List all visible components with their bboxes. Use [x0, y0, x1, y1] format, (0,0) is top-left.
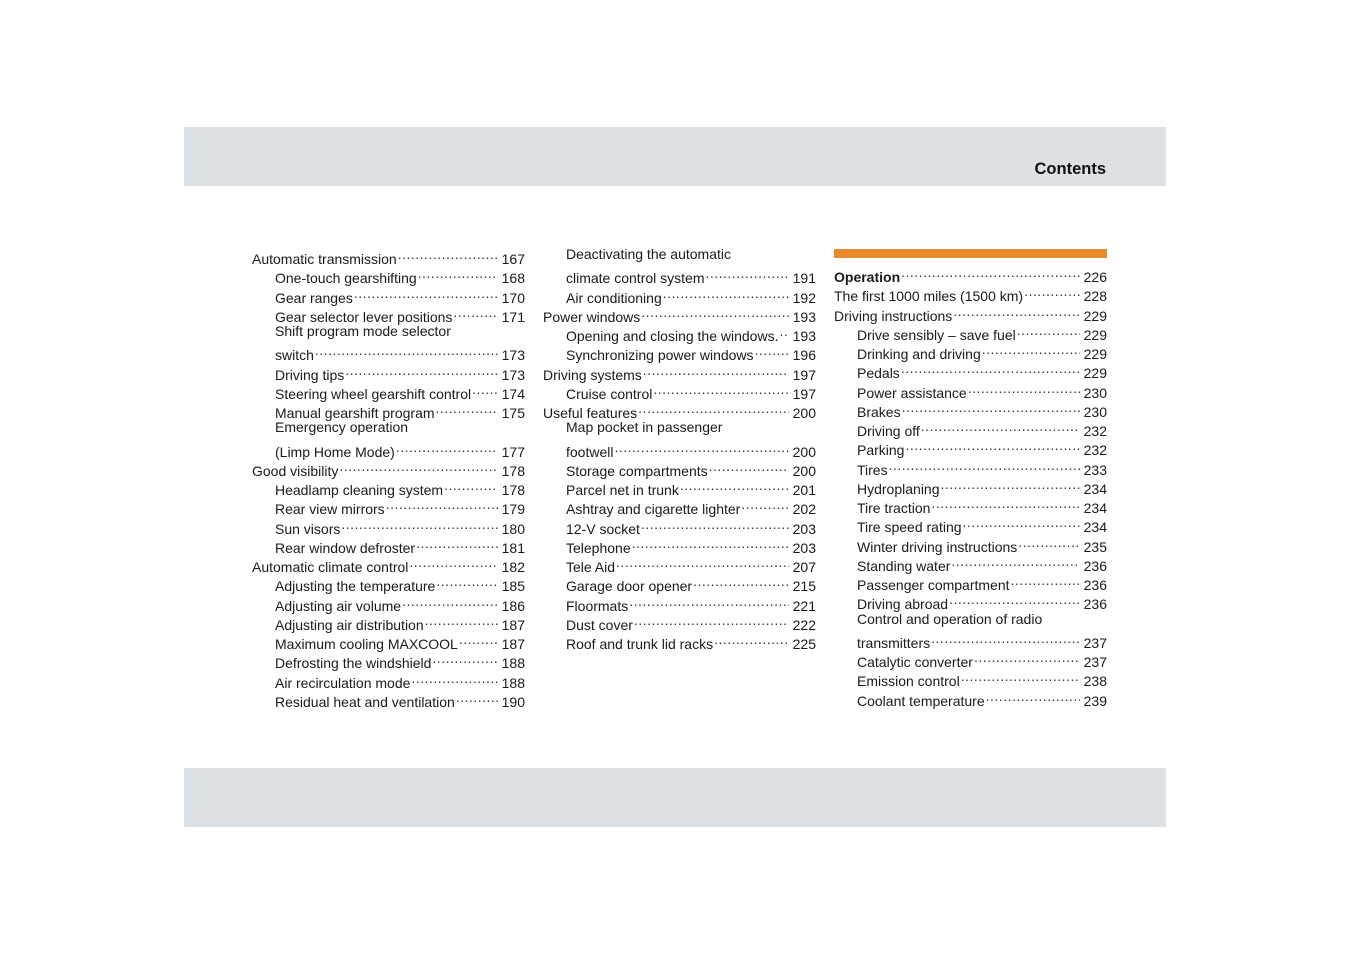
toc-entry-title: Adjusting air volume: [275, 597, 402, 614]
dot-leader: [653, 380, 789, 399]
toc-entry-page: 226: [1083, 269, 1107, 285]
toc-entry-title: Rear view mirrors: [275, 501, 385, 518]
toc-entry-page: 236: [1083, 596, 1107, 613]
toc-entry-page: 203: [792, 520, 816, 537]
toc-entry-page: 192: [792, 289, 816, 306]
dot-leader: [963, 513, 1080, 532]
dot-leader: [961, 667, 1080, 686]
dot-leader: [755, 341, 789, 360]
dot-leader: [411, 669, 498, 688]
toc-entry-page: 196: [792, 347, 816, 364]
toc-entry-title: Automatic climate control: [252, 559, 409, 575]
toc-entry-title: Power assistance: [857, 384, 967, 401]
toc-entry-page: 181: [501, 539, 525, 556]
toc-entry-page: 200: [792, 405, 816, 421]
dot-leader: [396, 438, 498, 457]
dot-leader: [982, 340, 1080, 359]
toc-entry-title: Tire speed rating: [857, 519, 962, 536]
toc-entry-title: Defrosting the windshield: [275, 655, 432, 672]
toc-entry-title: climate control system: [566, 270, 705, 287]
toc-entry-title: Automatic transmission: [252, 251, 397, 267]
dot-leader: [986, 687, 1080, 706]
dot-leader: [425, 611, 498, 630]
dot-leader: [444, 476, 498, 495]
toc-entry-title: Maximum cooling MAXCOOL: [275, 636, 458, 652]
toc-entry-page: 230: [1083, 403, 1107, 420]
dot-leader: [714, 630, 789, 649]
toc-entry-title: Catalytic converter: [857, 654, 973, 670]
toc-entry-title: Dust cover: [566, 616, 633, 633]
toc-entry-page: 171: [501, 308, 525, 325]
dot-leader: [1024, 282, 1080, 301]
toc-entry[interactable]: [252, 322, 525, 341]
toc-entry-title: (Limp Home Mode): [275, 443, 395, 460]
footer-band: [184, 768, 1166, 827]
toc-entry-page: 232: [1083, 423, 1107, 439]
toc-entry-title: Air recirculation mode: [275, 674, 411, 691]
toc-entry-page: 237: [1083, 654, 1107, 670]
toc-entry-page: 186: [501, 597, 525, 614]
toc-entry[interactable]: [252, 245, 525, 267]
dot-leader: [398, 245, 498, 264]
toc-entry-title: Residual heat and ventilation: [275, 693, 455, 710]
toc-entry-title: Drinking and driving: [857, 346, 981, 362]
toc-entry-title: The first 1000 miles (1500 km): [834, 288, 1024, 305]
toc-entry-title: Power windows: [543, 308, 641, 325]
toc-entry-title: Parcel net in trunk: [566, 482, 679, 498]
toc-entry-page: 197: [792, 366, 816, 383]
toc-entry-page: 197: [792, 385, 816, 402]
dot-leader: [931, 629, 1080, 648]
toc-entry-title: Operation: [834, 269, 901, 285]
section-marker-bar: [834, 249, 1107, 258]
dot-leader: [629, 592, 789, 611]
toc-entry-title: Drive sensibly – save fuel: [857, 326, 1016, 343]
toc-entry-title: Synchronizing power windows: [566, 347, 754, 364]
toc-entry-page: 237: [1083, 634, 1107, 651]
toc-entry[interactable]: [543, 264, 816, 287]
toc-entry-page: 234: [1083, 519, 1107, 536]
toc-entry-title: Brakes: [857, 403, 901, 420]
toc-entry-page: 234: [1083, 500, 1107, 516]
toc-column-1: [252, 245, 525, 710]
toc-entry[interactable]: [252, 418, 525, 437]
toc-entry-title: Useful features: [543, 405, 638, 421]
dot-leader: [902, 398, 1080, 417]
dot-leader: [709, 457, 789, 476]
toc-entry-title: Adjusting the temperature: [275, 578, 436, 595]
toc-entry-title: Garage door opener: [566, 578, 693, 595]
dot-leader: [901, 359, 1080, 378]
toc-entry-title: Floormats: [566, 597, 629, 614]
toc-entry-page: 233: [1083, 461, 1107, 478]
toc-entry-title: Rear window defroster: [275, 539, 416, 556]
dot-leader: [315, 341, 498, 360]
toc-entry[interactable]: [543, 245, 816, 264]
toc-entry-title: Air conditioning: [566, 289, 662, 306]
toc-entry-title: Good visibility: [252, 462, 339, 479]
toc-entry-title: Standing water: [857, 557, 951, 574]
toc-entry-title: switch: [275, 347, 314, 364]
dot-leader: [638, 399, 789, 418]
toc-entry-title: Gear selector lever positions: [275, 308, 453, 325]
toc-entry-page: 221: [792, 597, 816, 614]
toc-entry-title: Headlamp cleaning system: [275, 482, 444, 498]
dot-leader: [436, 572, 498, 591]
toc-entry-page: 200: [792, 462, 816, 479]
toc-entry-page: 202: [792, 501, 816, 518]
toc-entry-page: 232: [1083, 442, 1107, 459]
toc-entry-page: 180: [501, 520, 525, 537]
page-title: Contents: [1034, 160, 1106, 178]
toc-entry[interactable]: [543, 438, 816, 460]
toc-entry-page: 193: [792, 308, 816, 325]
toc-entry-page: 168: [501, 270, 525, 287]
toc-entry-page: 239: [1083, 692, 1107, 709]
toc-entry-title: Tires: [857, 461, 888, 478]
toc-entry-page: 191: [792, 270, 816, 287]
toc-entry-page: 167: [501, 251, 525, 267]
dot-leader: [634, 611, 789, 630]
dot-leader: [354, 284, 498, 303]
toc-entry[interactable]: [543, 418, 816, 437]
dot-leader: [705, 264, 789, 283]
toc-entry-title: Emission control: [857, 673, 960, 690]
toc-entry-title: Steering wheel gearshift control: [275, 385, 472, 402]
dot-leader: [386, 495, 498, 514]
toc-entry-title: Driving off: [857, 423, 920, 439]
toc-entry-title: Pedals: [857, 365, 900, 382]
toc-entry-title: Emergency operation: [275, 419, 409, 436]
dot-leader: [402, 592, 498, 611]
dot-leader: [905, 436, 1080, 455]
toc-entry-page: 173: [501, 366, 525, 383]
dot-leader: [953, 302, 1080, 321]
toc-entry-page: 236: [1083, 577, 1107, 593]
toc-entry-title: Manual gearshift program: [275, 405, 435, 421]
dot-leader: [741, 495, 789, 514]
dot-leader: [416, 534, 498, 553]
toc-entry-title: Driving instructions: [834, 307, 953, 324]
toc-entry-page: 201: [792, 482, 816, 498]
toc-entry-page: 203: [792, 539, 816, 556]
toc-entry-title: Passenger compartment: [857, 577, 1010, 593]
toc-entry-title: Telephone: [566, 539, 631, 556]
dot-leader: [1018, 533, 1080, 552]
toc-entry-page: 235: [1083, 538, 1107, 555]
header-band: [184, 127, 1166, 186]
toc-entry[interactable]: [834, 610, 1107, 629]
toc-entry-title: Driving tips: [275, 366, 345, 383]
dot-leader: [643, 361, 789, 380]
toc-entry-title: Deactivating the automatic: [566, 246, 731, 262]
toc-entry-page: 228: [1083, 288, 1107, 305]
dot-leader: [693, 572, 789, 591]
toc-entry-title: Control and operation of radio: [857, 610, 1043, 627]
toc-entry-page: 236: [1083, 557, 1107, 574]
dot-leader: [901, 263, 1080, 282]
toc-entry-title: Ashtray and cigarette lighter: [566, 501, 741, 518]
dot-leader: [680, 476, 789, 495]
dot-leader: [641, 303, 789, 322]
toc-entry-title: Sun visors: [275, 520, 341, 537]
toc-entry-page: 222: [792, 616, 816, 633]
toc-entry-page: 229: [1083, 307, 1107, 324]
toc-entry-title: Map pocket in passenger: [566, 419, 723, 436]
toc-entry-page: 225: [792, 636, 816, 652]
toc-entry-page: 174: [501, 385, 525, 402]
toc-entry-page: 178: [501, 462, 525, 479]
dot-leader: [418, 264, 498, 283]
dot-leader: [341, 515, 498, 534]
toc-entry-page: 185: [501, 578, 525, 595]
toc-entry-page: 188: [501, 655, 525, 672]
toc-entry-page: 215: [792, 578, 816, 595]
toc-entry-title: Coolant temperature: [857, 692, 985, 709]
toc-column-2: [543, 245, 816, 652]
dot-leader: [432, 649, 498, 668]
toc-entry-title: Tire traction: [857, 500, 931, 516]
toc-entry-title: Cruise control: [566, 385, 653, 402]
dot-leader: [663, 284, 789, 303]
toc-entry-title: Storage compartments: [566, 462, 708, 479]
dot-leader: [1017, 321, 1080, 340]
toc-entry-page: 170: [501, 289, 525, 306]
dot-leader: [941, 475, 1081, 494]
toc-entry-page: 238: [1083, 673, 1107, 690]
toc-entry-page: 229: [1083, 326, 1107, 343]
dot-leader: [951, 552, 1080, 571]
dot-leader: [641, 515, 789, 534]
toc-entry-page: 193: [792, 328, 816, 344]
toc-entry-page: 173: [501, 347, 525, 364]
dot-leader: [921, 417, 1080, 436]
toc-column-3: [834, 263, 1107, 709]
toc-entry-page: 229: [1083, 365, 1107, 382]
toc-entry-title: transmitters: [857, 634, 931, 651]
toc-entry-page: 179: [501, 501, 525, 518]
toc-entry-page: 175: [501, 405, 525, 421]
toc-entry-page: 182: [501, 559, 525, 575]
toc-entry-page: 229: [1083, 346, 1107, 362]
toc-entry-page: 207: [792, 559, 816, 575]
toc-entry-page: 230: [1083, 384, 1107, 401]
toc-entry[interactable]: [834, 629, 1107, 651]
toc-entry-title: Parking: [857, 442, 905, 459]
dot-leader: [974, 648, 1080, 667]
dot-leader: [931, 494, 1080, 513]
toc-entry-title: Shift program mode selector: [275, 323, 451, 339]
toc-entry[interactable]: [834, 263, 1107, 285]
toc-entry-page: 234: [1083, 480, 1107, 497]
toc-entry[interactable]: [252, 341, 525, 364]
toc-entry-title: Tele Aid: [566, 559, 616, 575]
toc-entry-page: 178: [501, 482, 525, 498]
toc-entry-title: 12-V socket: [566, 520, 640, 537]
dot-leader: [472, 380, 498, 399]
toc-entry-title: Adjusting air distribution: [275, 616, 424, 633]
dot-leader: [1011, 571, 1080, 590]
toc-entry-title: Hydroplaning: [857, 480, 940, 497]
toc-entry-title: Gear ranges: [275, 289, 353, 306]
toc-entry[interactable]: [252, 438, 525, 460]
dot-leader: [409, 553, 498, 572]
toc-entry-title: Driving systems: [543, 366, 642, 383]
toc-entry-page: 187: [501, 636, 525, 652]
toc-entry-page: 188: [501, 674, 525, 691]
toc-entry-page: 200: [792, 443, 816, 460]
toc-entry-page: 177: [501, 443, 525, 460]
dot-leader: [616, 553, 789, 572]
toc-entry-title: Winter driving instructions: [857, 538, 1018, 555]
dot-leader: [968, 379, 1080, 398]
dot-leader: [949, 590, 1080, 609]
dot-leader: [614, 438, 789, 457]
dot-leader: [889, 456, 1080, 475]
dot-leader: [779, 322, 789, 341]
toc-entry-title: One-touch gearshifting: [275, 270, 417, 287]
toc-entry-page: 187: [501, 616, 525, 633]
dot-leader: [436, 399, 498, 418]
toc-entry-title: footwell: [566, 443, 614, 460]
dot-leader: [345, 361, 498, 380]
toc-entry-title: Roof and trunk lid racks: [566, 636, 714, 652]
dot-leader: [632, 534, 789, 553]
toc-entry-title: Opening and closing the windows.: [566, 328, 779, 344]
dot-leader: [459, 630, 498, 649]
dot-leader: [456, 688, 498, 707]
toc-entry-page: 190: [501, 693, 525, 710]
dot-leader: [453, 303, 498, 322]
toc-entry-title: Driving abroad: [857, 596, 949, 613]
dot-leader: [339, 457, 498, 476]
